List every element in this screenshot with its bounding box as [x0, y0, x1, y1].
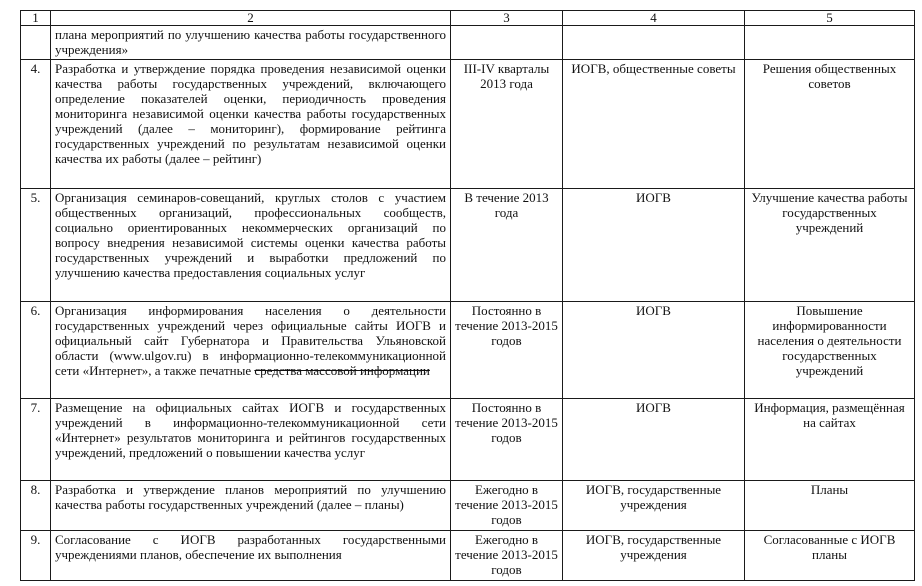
term-cell [451, 26, 563, 60]
table-row [21, 189, 915, 302]
row-number-cell: 7. [21, 399, 51, 481]
row-number-cell: 6. [21, 302, 51, 399]
column-number-1: 1 [21, 11, 51, 26]
executor-cell: ИОГВ [563, 189, 745, 302]
measure-text-cell: Разработка и утверждение порядка проведения независимой оценки качества работы государственных учреждений, включающего определение показателей оценки, периодичность проведения мониторинга независимой оценки качества работы государственных учреждений (далее – мониторинг), формирование рейтинга государственных учреждений по результатам независимой оценки качества их работы (далее – рейтинг) [51, 60, 451, 189]
measure-text-cell [51, 302, 451, 399]
measure-text-cell: Разработка и утверждение планов мероприятий по улучшению качества работы государственных учреждений (далее – планы) [51, 481, 451, 531]
term-cell: В течение 2013 года [451, 189, 563, 302]
table-row [21, 399, 915, 481]
result-cell: Решения общественных советов [745, 60, 915, 189]
column-number-row [21, 11, 915, 26]
measure-text-cell: Размещение на официальных сайтах ИОГВ и государственных учреждений в информационно-телекоммуникационной сети «Интернет» результатов мониторинга и рейтингов государственных учреждений, предложений о повышении качества услуг [51, 399, 451, 481]
plan-table [20, 10, 915, 581]
measure-text-cell: Согласование с ИОГВ разработанных государственными учреждениями планов, обеспечение их выполнения [51, 531, 451, 581]
executor-cell: ИОГВ, государственные учреждения [563, 481, 745, 531]
table-row-continuation [21, 26, 915, 60]
struck-text: средства массовой информации [254, 363, 430, 378]
term-cell: III-IV кварталы 2013 года [451, 60, 563, 189]
table-row [21, 60, 915, 189]
executor-cell: ИОГВ, государственные учреждения [563, 531, 745, 581]
table-row [21, 531, 915, 581]
row-number-cell: 8. [21, 481, 51, 531]
executor-cell: ИОГВ, общественные советы [563, 60, 745, 189]
result-cell: Повышение информированности населения о деятельности государственных учреждений [745, 302, 915, 399]
result-cell: Согласованные с ИОГВ планы [745, 531, 915, 581]
table-row [21, 481, 915, 531]
result-cell: Информация, размещённая на сайтах [745, 399, 915, 481]
executor-cell: ИОГВ [563, 302, 745, 399]
result-cell [745, 26, 915, 60]
row-number-cell: 4. [21, 60, 51, 189]
term-cell: Ежегодно в течение 2013-2015 годов [451, 481, 563, 531]
result-cell: Улучшение качества работы государственных учреждений [745, 189, 915, 302]
column-number-5: 5 [745, 11, 915, 26]
column-number-3: 3 [451, 11, 563, 26]
result-cell: Планы [745, 481, 915, 531]
measure-text: Организация информирования населения о деятельности государственных учреждений через официальные сайты ИОГВ и официальный сайт Губернатора и Правительства Ульяновской области (www.ulgov.ru) в информационно-телекоммуникационной сети «Интернет», а также печатные [55, 303, 446, 378]
executor-cell: ИОГВ [563, 399, 745, 481]
row-number-cell [21, 26, 51, 60]
executor-cell [563, 26, 745, 60]
table-row [21, 302, 915, 399]
column-number-2: 2 [51, 11, 451, 26]
column-number-4: 4 [563, 11, 745, 26]
row-number-cell: 5. [21, 189, 51, 302]
term-cell: Ежегодно в течение 2013-2015 годов [451, 531, 563, 581]
term-cell: Постоянно в течение 2013-2015 годов [451, 399, 563, 481]
row-number-cell: 9. [21, 531, 51, 581]
term-cell: Постоянно в течение 2013-2015 годов [451, 302, 563, 399]
measure-text-cell: плана мероприятий по улучшению качества работы государственного учреждения» [51, 26, 451, 60]
measure-text-cell: Организация семинаров-совещаний, круглых столов с участием общественных организаций, профессиональных сообществ, социально ориентированных некоммерческих организаций по вопросу внедрения независимой системы оценки качества работы государственных учреждений и выработки предложений по улучшению качества предоставления социальных услуг [51, 189, 451, 302]
